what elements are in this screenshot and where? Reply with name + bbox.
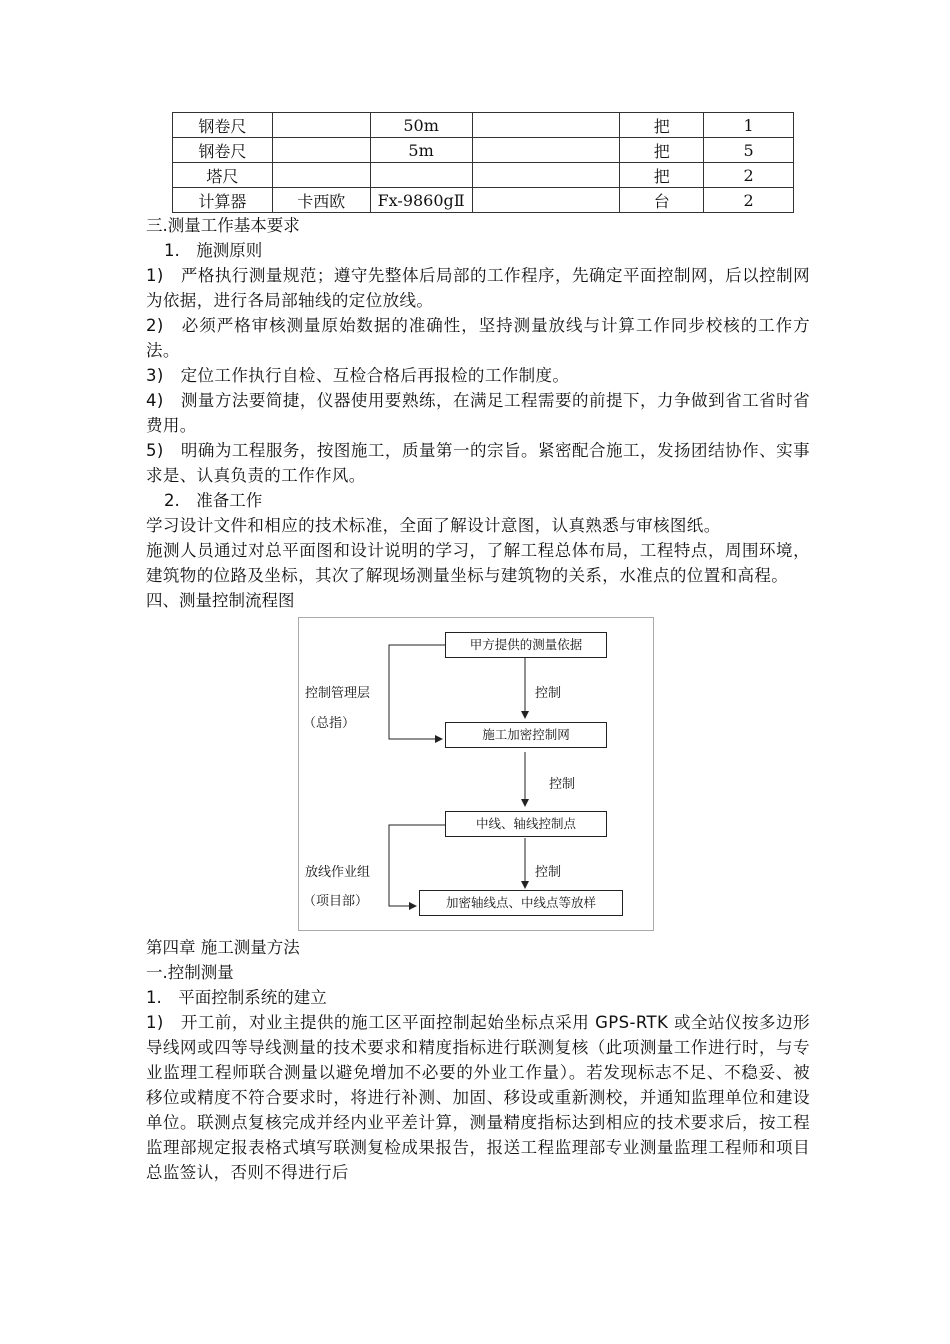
table-cell: 塔尺 bbox=[173, 163, 273, 188]
table-cell: 5m bbox=[370, 138, 472, 163]
flow-group2-subtitle: （项目部） bbox=[303, 894, 369, 909]
principle-item-4: 4) 测量方法要简捷，仪器使用要熟练，在满足工程需要的前提下，力争做到省工省时省费用。 bbox=[146, 391, 810, 435]
principle-item-2: 2) 必须严格审核测量原始数据的准确性，坚持测量放线与计算工作同步校核的工作方法。 bbox=[146, 316, 810, 360]
prep-paragraph-2: 施测人员通过对总平面图和设计说明的学习，了解工程总体布局，工程特点，周围环境，建筑物的位路及坐标，其次了解现场测量坐标与建筑物的关系，水准点的位置和高程。 bbox=[146, 541, 810, 585]
table-cell: 卡西欧 bbox=[272, 188, 370, 213]
table-cell: 1 bbox=[704, 113, 794, 138]
flowchart-connectors bbox=[299, 618, 653, 930]
principle-item-3: 3) 定位工作执行自检、互检合格后再报检的工作制度。 bbox=[146, 366, 570, 385]
section3-sub1: 1. 施测原则 bbox=[164, 241, 263, 260]
table-cell: Fx-9860gⅡ bbox=[370, 188, 472, 213]
flow-label-control-2: 控制 bbox=[549, 777, 576, 792]
table-cell: 把 bbox=[620, 163, 704, 188]
table-cell bbox=[472, 113, 620, 138]
table-row bbox=[173, 113, 794, 138]
flow-group2-title: 放线作业组 bbox=[305, 865, 371, 880]
flow-box-axis-points: 中线、轴线控制点 bbox=[445, 811, 607, 837]
flow-box-control-network: 施工加密控制网 bbox=[445, 722, 607, 748]
table-cell: 5 bbox=[704, 138, 794, 163]
control-paragraph-1: 1) 开工前，对业主提供的施工区平面控制起始坐标点采用 GPS-RTK 或全站仪按多边形导线网或四等导线测量的技术要求和精度指标进行联测复核（此项测量工作进行时，与专业监理工程师联合测量以避免增加不必要的外业工作量）。若发现标志不足、不稳妥、被移位或精度不符合要求时，将进行补测、加固、移设或重新测校，并通知监理单位和建设单位。联测点复核完成并经内业平差计算，测量精度指标达到相应的技术要求后，按工程监理部规定报表格式填写联测复检成果报告，报送工程监理部专业测量监理工程师和项目总监签认，否则不得进行后 bbox=[146, 1013, 810, 1182]
principle-item-5: 5) 明确为工程服务，按图施工，质量第一的宗旨。紧密配合施工，发扬团结协作、实事求是、认真负责的工作作风。 bbox=[146, 441, 810, 485]
table-cell bbox=[370, 163, 472, 188]
table-cell bbox=[472, 163, 620, 188]
table-row bbox=[173, 163, 794, 188]
flow-group1-title: 控制管理层 bbox=[305, 686, 371, 701]
table-cell: 2 bbox=[704, 163, 794, 188]
flow-label-control-1: 控制 bbox=[535, 686, 562, 701]
section3-sub2: 2. 准备工作 bbox=[164, 491, 263, 510]
table-cell: 计算器 bbox=[173, 188, 273, 213]
flow-group1-subtitle: （总指） bbox=[303, 716, 356, 731]
flow-label-control-3: 控制 bbox=[535, 865, 562, 880]
table-cell: 把 bbox=[620, 113, 704, 138]
table-cell: 2 bbox=[704, 188, 794, 213]
table-cell bbox=[272, 113, 370, 138]
document-page bbox=[146, 112, 810, 1185]
principle-item-1: 1) 严格执行测量规范；遵守先整体后局部的工作程序，先确定平面控制网，后以控制网为依据，进行各局部轴线的定位放线。 bbox=[146, 266, 810, 310]
table-cell bbox=[272, 138, 370, 163]
section3-heading: 三.测量工作基本要求 bbox=[146, 216, 300, 235]
control-flowchart bbox=[298, 617, 654, 931]
table-row bbox=[173, 138, 794, 163]
chapter4-section1: 一.控制测量 bbox=[146, 963, 234, 982]
table-cell: 钢卷尺 bbox=[173, 113, 273, 138]
table-cell: 台 bbox=[620, 188, 704, 213]
table-cell bbox=[272, 163, 370, 188]
table-cell: 50m bbox=[370, 113, 472, 138]
flow-box-layout: 加密轴线点、中线点等放样 bbox=[419, 890, 623, 916]
equipment-table bbox=[172, 112, 794, 213]
section4-heading: 四、测量控制流程图 bbox=[146, 591, 295, 610]
table-row bbox=[173, 188, 794, 213]
flow-box-survey-basis: 甲方提供的测量依据 bbox=[445, 632, 607, 658]
table-cell bbox=[472, 138, 620, 163]
group1-bracket-line bbox=[389, 645, 445, 739]
table-cell: 钢卷尺 bbox=[173, 138, 273, 163]
chapter4-title: 第四章 施工测量方法 bbox=[146, 938, 300, 957]
chapter4-sub1: 1. 平面控制系统的建立 bbox=[146, 988, 327, 1007]
table-cell bbox=[472, 188, 620, 213]
table-cell: 把 bbox=[620, 138, 704, 163]
prep-paragraph-1: 学习设计文件和相应的技术标准，全面了解设计意图，认真熟悉与审核图纸。 bbox=[146, 516, 721, 535]
